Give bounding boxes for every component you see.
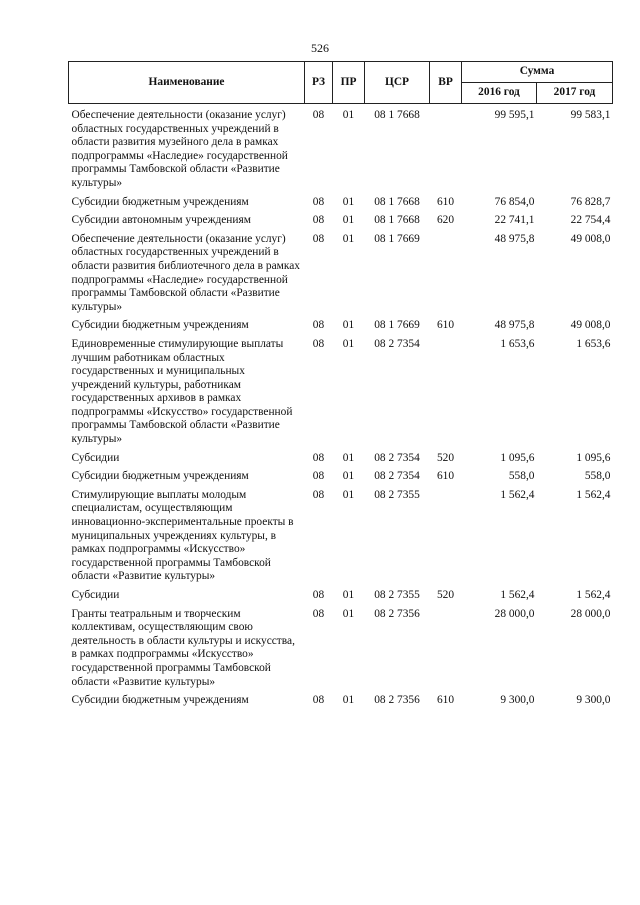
row-name: Единовременные стимулирующие выплаты лучшим работникам областных государственных и муниципальных учреждений культуры, работникам государственных архивов в рамках подпрограммы «Искусство» государственной программы Тамбовской области «Развитие культуры»: [71, 337, 293, 446]
row-rz: 08: [312, 232, 325, 245]
row-vr: [430, 489, 462, 589]
row-pr: 01: [342, 589, 355, 601]
row-sum-2017: 49 008,0: [570, 232, 611, 245]
row-sum-2017: 1 562,4: [576, 488, 611, 501]
row-pr: 01: [342, 451, 355, 464]
row-csr: 08 2 7354: [374, 337, 420, 350]
table-row: [69, 452, 613, 471]
row-rz: 08: [312, 451, 325, 464]
header-rz: РЗ: [305, 62, 333, 104]
row-rz: 08: [312, 488, 325, 501]
row-sum-2017: 1 562,4: [576, 589, 611, 601]
row-vr: 520: [436, 589, 455, 601]
row-sum-2017: 49 008,0: [570, 319, 611, 332]
row-sum-2016: 1 095,6: [500, 451, 535, 464]
row-vr: 520: [436, 451, 455, 464]
row-csr: 08 1 7668: [374, 195, 420, 208]
row-sum-2017: 1 653,6: [576, 337, 611, 350]
row-rz: 08: [312, 214, 325, 227]
table-row: [69, 104, 613, 196]
row-name: Гранты театральным и творческим коллективам, осуществляющим свою деятельность в области культуры и искусства, в рамках подпрограммы «Искусство» государственной программы Тамбовской области «Развитие культуры»: [71, 607, 295, 688]
row-csr: 08 2 7354: [374, 451, 420, 464]
table-row: [69, 694, 613, 713]
row-sum-2017: 28 000,0: [570, 607, 611, 620]
row-name: Стимулирующие выплаты молодым специалистам, осуществляющим инновационно-экспериментальные проекты в муниципальных учреждениях культуры, в рамках подпрограммы «Искусство» государственной программы Тамбовской области «Развитие культуры»: [71, 488, 294, 583]
table-row: [69, 214, 613, 233]
row-sum-2017: 9 300,0: [576, 694, 611, 707]
row-pr: 01: [342, 694, 355, 707]
row-rz: 08: [312, 337, 325, 350]
table-body: [69, 104, 613, 713]
row-sum-2016: 48 975,8: [494, 319, 535, 332]
row-name: Субсидии бюджетным учреждениям: [71, 470, 249, 483]
header-pr: ПР: [333, 62, 365, 104]
row-pr: 01: [342, 607, 355, 620]
row-sum-2016: 1 562,4: [500, 589, 535, 601]
header-year-2016: 2016 год: [462, 83, 537, 104]
row-name: Субсидии бюджетным учреждениям: [71, 195, 249, 208]
row-rz: 08: [312, 195, 325, 208]
header-csr: ЦСР: [365, 62, 430, 104]
header-vr: ВР: [430, 62, 462, 104]
row-name: Субсидии: [71, 451, 120, 464]
row-sum-2017: 22 754,4: [570, 214, 611, 227]
row-vr: [430, 608, 462, 695]
row-vr: [430, 338, 462, 452]
row-csr: 08 1 7668: [374, 109, 420, 121]
table-row: [69, 319, 613, 338]
row-sum-2017: 1 095,6: [576, 451, 611, 464]
row-sum-2016: 1 562,4: [500, 488, 535, 501]
row-csr: 08 2 7355: [374, 488, 420, 501]
row-rz: 08: [312, 470, 325, 483]
table-row: [69, 589, 613, 608]
table-row: [69, 489, 613, 589]
row-pr: 01: [342, 214, 355, 227]
row-pr: 01: [342, 337, 355, 350]
row-vr: 610: [436, 195, 455, 208]
row-csr: 08 2 7354: [374, 470, 420, 483]
row-csr: 08 2 7356: [374, 694, 420, 707]
row-vr: 620: [436, 214, 455, 227]
row-csr: 08 1 7669: [374, 232, 420, 245]
row-rz: 08: [312, 589, 325, 601]
row-name: Субсидии: [71, 589, 120, 601]
row-sum-2016: 76 854,0: [494, 195, 535, 208]
table-row: [69, 608, 613, 695]
table-row: [69, 470, 613, 489]
row-sum-2016: 28 000,0: [494, 607, 535, 620]
row-pr: 01: [342, 232, 355, 245]
row-vr: [430, 233, 462, 320]
row-pr: 01: [342, 470, 355, 483]
row-sum-2016: 48 975,8: [494, 232, 535, 245]
row-name: Субсидии автономным учреждениям: [71, 214, 251, 227]
row-csr: 08 2 7356: [374, 607, 420, 620]
row-pr: 01: [342, 109, 355, 121]
row-name: Субсидии бюджетным учреждениям: [71, 319, 249, 332]
row-sum-2017: 99 583,1: [570, 109, 611, 121]
row-csr: 08 1 7669: [374, 319, 420, 332]
row-name: Обеспечение деятельности (оказание услуг) областных государственных учреждений в области развития библиотечного дела в рамках подпрограммы «Наследие» государственной программы Тамбовской области «Развитие культуры»: [71, 232, 300, 313]
row-name: Субсидии бюджетным учреждениям: [71, 694, 249, 707]
row-rz: 08: [312, 319, 325, 332]
row-rz: 08: [312, 109, 325, 121]
row-rz: 08: [312, 694, 325, 707]
table-row: [69, 196, 613, 215]
row-vr: [430, 104, 462, 196]
row-pr: 01: [342, 195, 355, 208]
header-name: Наименование: [69, 62, 305, 104]
row-name: Обеспечение деятельности (оказание услуг) областных государственных учреждений в области развития музейного дела в рамках подпрограммы «Наследие» государственной программы Тамбовской области «Развитие культуры»: [71, 109, 288, 189]
table-row: [69, 233, 613, 320]
row-rz: 08: [312, 607, 325, 620]
row-sum-2016: 22 741,1: [494, 214, 535, 227]
table-row: [69, 338, 613, 452]
row-vr: 610: [436, 694, 455, 707]
row-vr: 610: [436, 319, 455, 332]
row-sum-2016: 9 300,0: [500, 694, 535, 707]
row-pr: 01: [342, 488, 355, 501]
header-sum: Сумма: [462, 62, 613, 83]
row-sum-2017: 558,0: [584, 470, 611, 483]
table-header: [69, 62, 613, 104]
page-number: 526: [311, 41, 329, 55]
budget-table: [68, 61, 613, 713]
row-pr: 01: [342, 319, 355, 332]
row-sum-2016: 99 595,1: [494, 109, 535, 121]
row-csr: 08 1 7668: [374, 214, 420, 227]
row-vr: 610: [436, 470, 455, 483]
row-sum-2016: 1 653,6: [500, 337, 535, 350]
row-csr: 08 2 7355: [374, 589, 420, 601]
row-sum-2016: 558,0: [508, 470, 535, 483]
row-sum-2017: 76 828,7: [570, 195, 611, 208]
header-year-2017: 2017 год: [537, 83, 613, 104]
